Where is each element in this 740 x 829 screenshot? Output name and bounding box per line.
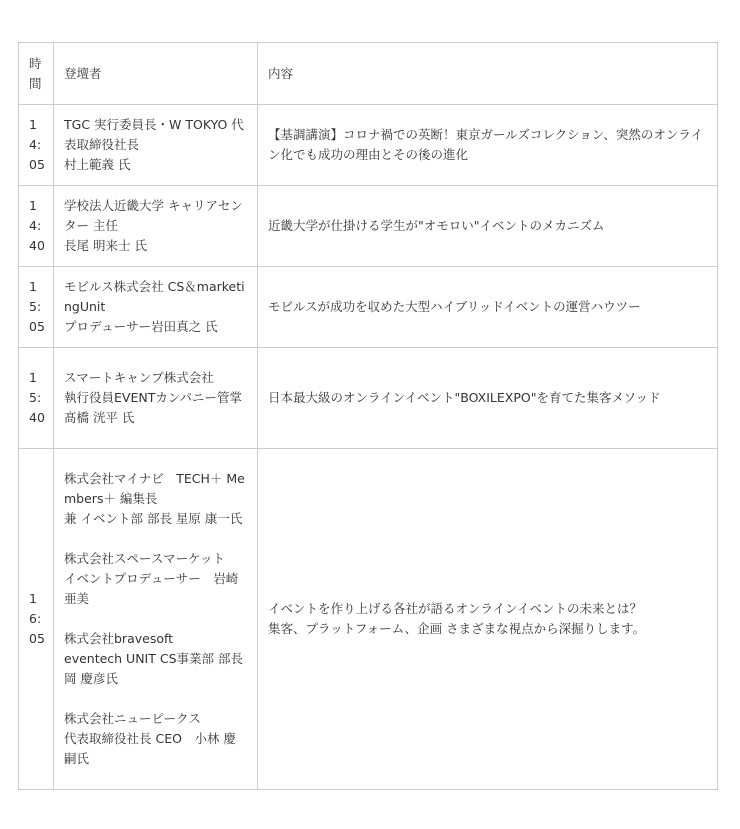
speaker-cell <box>54 348 258 449</box>
speaker-cell <box>54 186 258 267</box>
content-cell <box>258 348 718 449</box>
speaker-gap <box>64 609 247 629</box>
time-cell: 14:05 <box>19 105 54 186</box>
speaker-line: モビルス株式会社 CS＆marketingUnit <box>64 279 245 314</box>
table-row <box>19 449 718 790</box>
speaker-gap <box>64 529 247 549</box>
time-cell: 15:40 <box>19 348 54 449</box>
schedule-table-wrapper <box>18 42 718 790</box>
time-cell: 14:40 <box>19 186 54 267</box>
time-cell: 15:05 <box>19 267 54 348</box>
speaker-cell <box>54 449 258 790</box>
speaker-line: 兼 イベント部 部長 星原 康一氏 <box>64 511 243 526</box>
speaker-line: 髙橋 洸平 氏 <box>64 410 135 425</box>
content-cell <box>258 449 718 790</box>
speaker-line: スマートキャンプ株式会社 <box>64 370 214 385</box>
content-cell <box>258 105 718 186</box>
speaker-line: 執行役員EVENTカンパニー管掌 <box>64 390 242 405</box>
table-row <box>19 348 718 449</box>
speaker-line: イベントプロデューサー 岩崎亜美 <box>64 571 239 606</box>
header-time: 時間 <box>19 43 54 105</box>
content-line: 近畿大学が仕掛ける学生が"オモロい"イベントのメカニズム <box>268 218 605 233</box>
speaker-line: 株式会社bravesoft <box>64 631 174 646</box>
speaker-cell <box>54 105 258 186</box>
table-row <box>19 186 718 267</box>
speaker-line: プロデューサー岩田真之 氏 <box>64 319 218 334</box>
speaker-line: 株式会社ニューピークス <box>64 711 201 726</box>
content-cell <box>258 267 718 348</box>
content-line: 集客、プラットフォーム、企画 さまざまな視点から深掘りします。 <box>268 621 646 636</box>
table-row <box>19 267 718 348</box>
content-line: モビルスが成功を収めた大型ハイブリッドイベントの運営ハウツー <box>268 299 641 314</box>
speaker-line: 代表取締役社長 CEO 小林 慶嗣氏 <box>64 731 236 766</box>
speaker-line: 株式会社マイナビ TECH＋ Members＋ 編集長 <box>64 471 245 506</box>
speaker-line: eventech UNIT CS事業部 部長 岡 慶彦氏 <box>64 651 256 686</box>
speaker-line: 長尾 明来士 氏 <box>64 238 147 253</box>
content-cell <box>258 186 718 267</box>
speaker-line: TGC 実行委員長・W TOKYO 代表取締役社長 <box>64 117 244 152</box>
schedule-table <box>18 42 718 790</box>
speaker-cell <box>54 267 258 348</box>
content-line: 【基調講演】コロナ禍での英断！東京ガールズコレクション、突然のオンライン化でも成功の理由とその後の進化 <box>268 127 704 162</box>
header-content: 内容 <box>258 43 718 105</box>
header-speaker: 登壇者 <box>54 43 258 105</box>
speaker-gap <box>64 689 247 709</box>
speaker-line: 学校法人近畿大学 キャリアセンター 主任 <box>64 198 243 233</box>
content-line: 日本最大級のオンラインイベント"BOXILEXPO"を育てた集客メソッド <box>268 390 661 405</box>
speaker-line: 村上範義 氏 <box>64 157 131 172</box>
table-row <box>19 105 718 186</box>
content-line: イベントを作り上げる各社が語るオンラインイベントの未来とは？ <box>268 601 643 616</box>
time-cell: 16:05 <box>19 449 54 790</box>
table-header-row <box>19 43 718 105</box>
speaker-line: 株式会社スペースマーケット <box>64 551 226 566</box>
